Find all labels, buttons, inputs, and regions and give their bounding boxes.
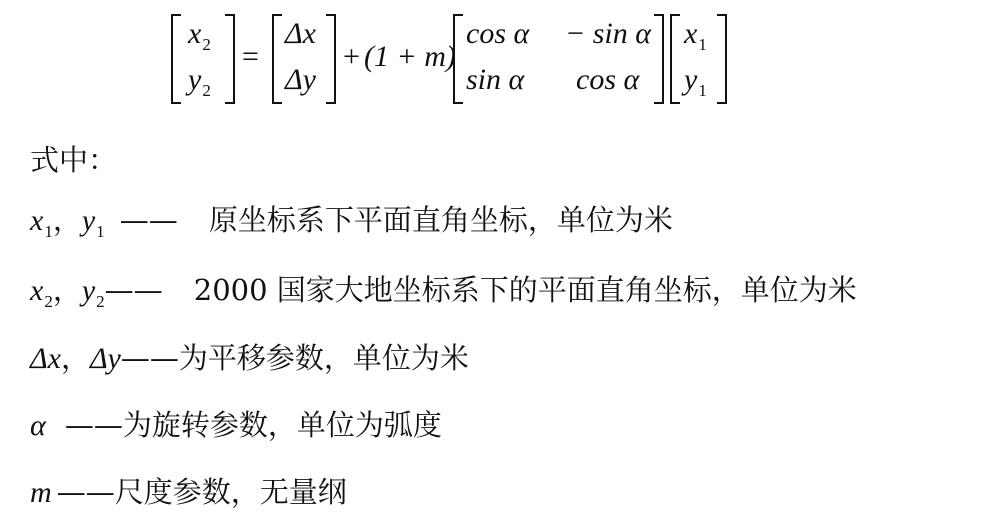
- dash: ——: [120, 341, 179, 375]
- separator: ，: [60, 341, 90, 375]
- shift-bracket-right: [326, 14, 336, 104]
- scale-factor: (1 + m): [364, 40, 456, 73]
- dash: ——: [56, 475, 115, 509]
- dash: ——: [119, 203, 178, 237]
- lhs-bracket-left: [171, 14, 181, 104]
- rotation-bracket-right: [654, 14, 664, 104]
- plus-sign: +: [343, 40, 360, 73]
- rotation-r1c1: cos α: [466, 17, 530, 50]
- symbol-dx: Δx: [30, 342, 61, 375]
- shift-bracket-left: [272, 14, 282, 104]
- symbol-alpha: α: [30, 409, 46, 442]
- symbol-dy: Δy: [89, 342, 121, 375]
- rotation-bracket-left: [453, 14, 463, 104]
- definition-text: 原坐标系下平面直角坐标，单位为米: [208, 203, 673, 237]
- separator: ，: [52, 203, 82, 237]
- rotation-r1c2: − sin α: [565, 17, 652, 50]
- dash: ——: [64, 408, 123, 442]
- shift-dx: Δx: [285, 17, 316, 50]
- definition-text: 尺度参数，无量纲: [114, 475, 347, 509]
- dash: ——: [104, 273, 163, 307]
- intro-label: 式中：: [30, 143, 118, 177]
- definition-row-m: [30, 470, 347, 511]
- symbol-y2: $y_2$: [81, 274, 105, 311]
- symbol-x2: $x_2$: [30, 274, 53, 311]
- separator: ，: [52, 273, 82, 307]
- lhs-y2: $y_2$: [188, 63, 211, 100]
- definition-text: 为平移参数，单位为米: [178, 341, 469, 375]
- definition-row-x2y2: [30, 268, 857, 309]
- lhs-x2: $x_2$: [188, 17, 211, 54]
- equals-sign: =: [242, 40, 259, 73]
- definition-row-alpha: [30, 403, 442, 444]
- shift-dy: Δy: [285, 63, 316, 96]
- rotation-r2c1: sin α: [466, 63, 525, 96]
- rhs-y1: $y_1$: [684, 63, 707, 100]
- symbol-y1: $y_1$: [81, 204, 105, 241]
- rotation-r2c2: cos α: [576, 63, 640, 96]
- definition-text: 2000 国家大地坐标系下的平面直角坐标，单位为米: [193, 273, 857, 307]
- definition-row-x1y1: [30, 198, 673, 239]
- rhs-bracket-right: [717, 14, 727, 104]
- symbol-x1: $x_1$: [30, 204, 53, 241]
- definition-text: 为旋转参数，单位为弧度: [122, 408, 442, 442]
- symbol-m: m: [30, 476, 52, 509]
- lhs-bracket-right: [225, 14, 235, 104]
- rhs-x1: $x_1$: [684, 17, 707, 54]
- rhs-bracket-left: [670, 14, 680, 104]
- definition-row-shift: [30, 336, 469, 377]
